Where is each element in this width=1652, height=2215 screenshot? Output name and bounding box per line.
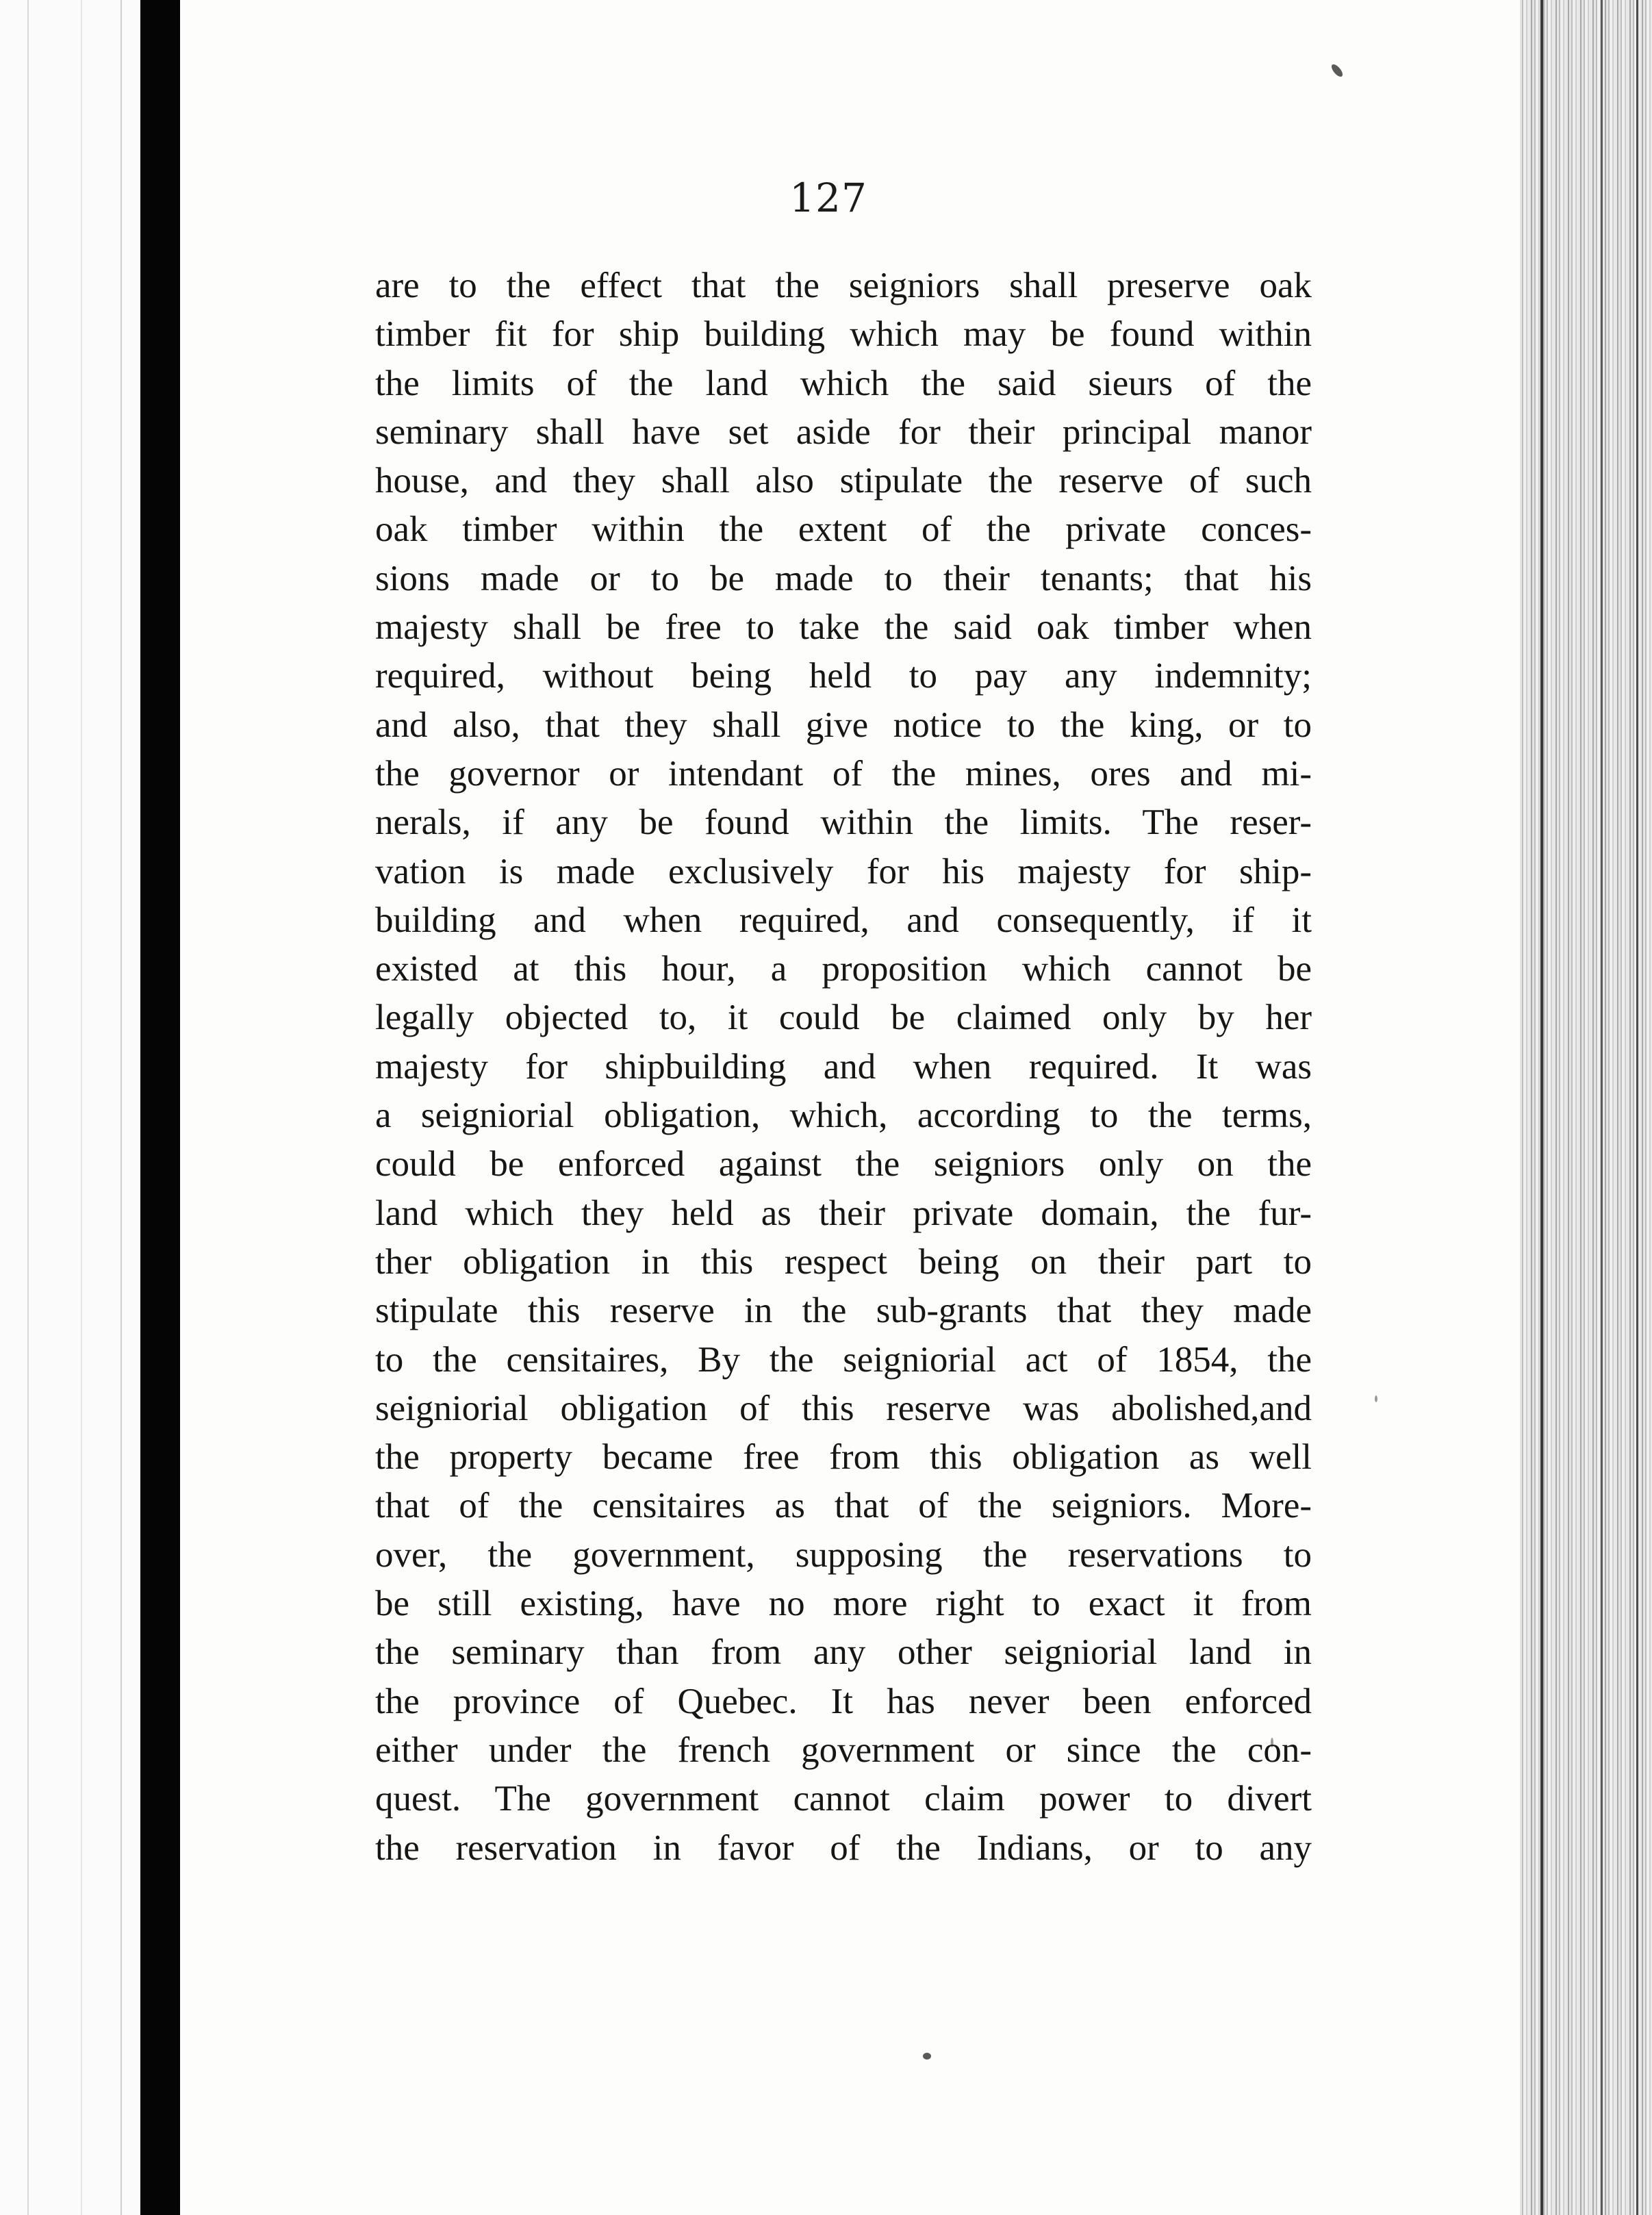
scan-streak (81, 0, 82, 2215)
text-line: a seigniorial obligation, which, according to the terms, (375, 1096, 1312, 1136)
text-line: to the censitaires, By the seigniorial act of 1854, the (375, 1339, 1312, 1380)
text-line: timber fit for ship building which may be found within (375, 314, 1312, 355)
text-line: the property became free from this obligation as well (375, 1437, 1312, 1478)
scan-streak (27, 0, 29, 2215)
page-number: 127 (789, 175, 867, 221)
text-line: that of the censitaires as that of the seigniors. More- (375, 1486, 1312, 1526)
text-line: majesty for shipbuilding and when required. It was (375, 1046, 1312, 1087)
text-line: could be enforced against the seigniors only on the (375, 1144, 1312, 1185)
text-line: ther obligation in this respect being on their part to (375, 1241, 1312, 1282)
text-line: land which they held as their private domain, the fur- (375, 1193, 1312, 1233)
text-line: the reservation in favor of the Indians, or to any (375, 1827, 1312, 1868)
text-line: existed at this hour, a proposition which cannot be (375, 949, 1312, 989)
binding-gutter (140, 0, 180, 2215)
text-line: and also, that they shall give notice to the king, or to (375, 705, 1312, 745)
text-line: over, the government, supposing the reservations to (375, 1534, 1312, 1575)
text-line: house, and they shall also stipulate the reserve of such (375, 461, 1312, 501)
text-line: building and when required, and consequently, if it (375, 900, 1312, 940)
page-edge-line (1601, 0, 1603, 2215)
scan-speck (923, 2053, 931, 2060)
page-edge-line (1540, 0, 1543, 2215)
page-edge-line (1636, 0, 1638, 2215)
text-line: quest. The government cannot claim power to divert (375, 1779, 1312, 1819)
text-line: vation is made exclusively for his majesty for ship- (375, 851, 1312, 891)
text-line: the limits of the land which the said sieurs of the (375, 363, 1312, 403)
text-line: the seminary than from any other seigniorial land in (375, 1632, 1312, 1673)
body-text (375, 262, 1312, 1873)
text-line: be still existing, have no more right to exact it from (375, 1584, 1312, 1624)
text-line: oak timber within the extent of the private conces- (375, 509, 1312, 550)
scan-streak (120, 0, 122, 2215)
text-line: stipulate this reserve in the sub-grants that they made (375, 1291, 1312, 1331)
text-line: majesty shall be free to take the said oak timber when (375, 607, 1312, 648)
page-stack-edge (1520, 0, 1652, 2215)
text-line: sions made or to be made to their tenants; that his (375, 558, 1312, 598)
text-line: are to the effect that the seigniors shall preserve oak (375, 266, 1312, 305)
facing-page-edge (0, 0, 140, 2215)
text-line: the province of Quebec. It has never been enforced (375, 1681, 1312, 1721)
text-line: legally objected to, it could be claimed only by her (375, 998, 1312, 1038)
text-line: either under the french government or since the con- (375, 1730, 1312, 1770)
text-line: nerals, if any be found within the limits. The reser- (375, 802, 1312, 843)
scan-speck (1375, 1395, 1377, 1402)
text-line: seigniorial obligation of this reserve was abolished,and (375, 1388, 1312, 1428)
text-line: seminary shall have set aside for their principal manor (375, 412, 1312, 452)
text-line: required, without being held to pay any indemnity; (375, 656, 1312, 696)
text-line: the governor or intendant of the mines, ores and mi- (375, 753, 1312, 794)
